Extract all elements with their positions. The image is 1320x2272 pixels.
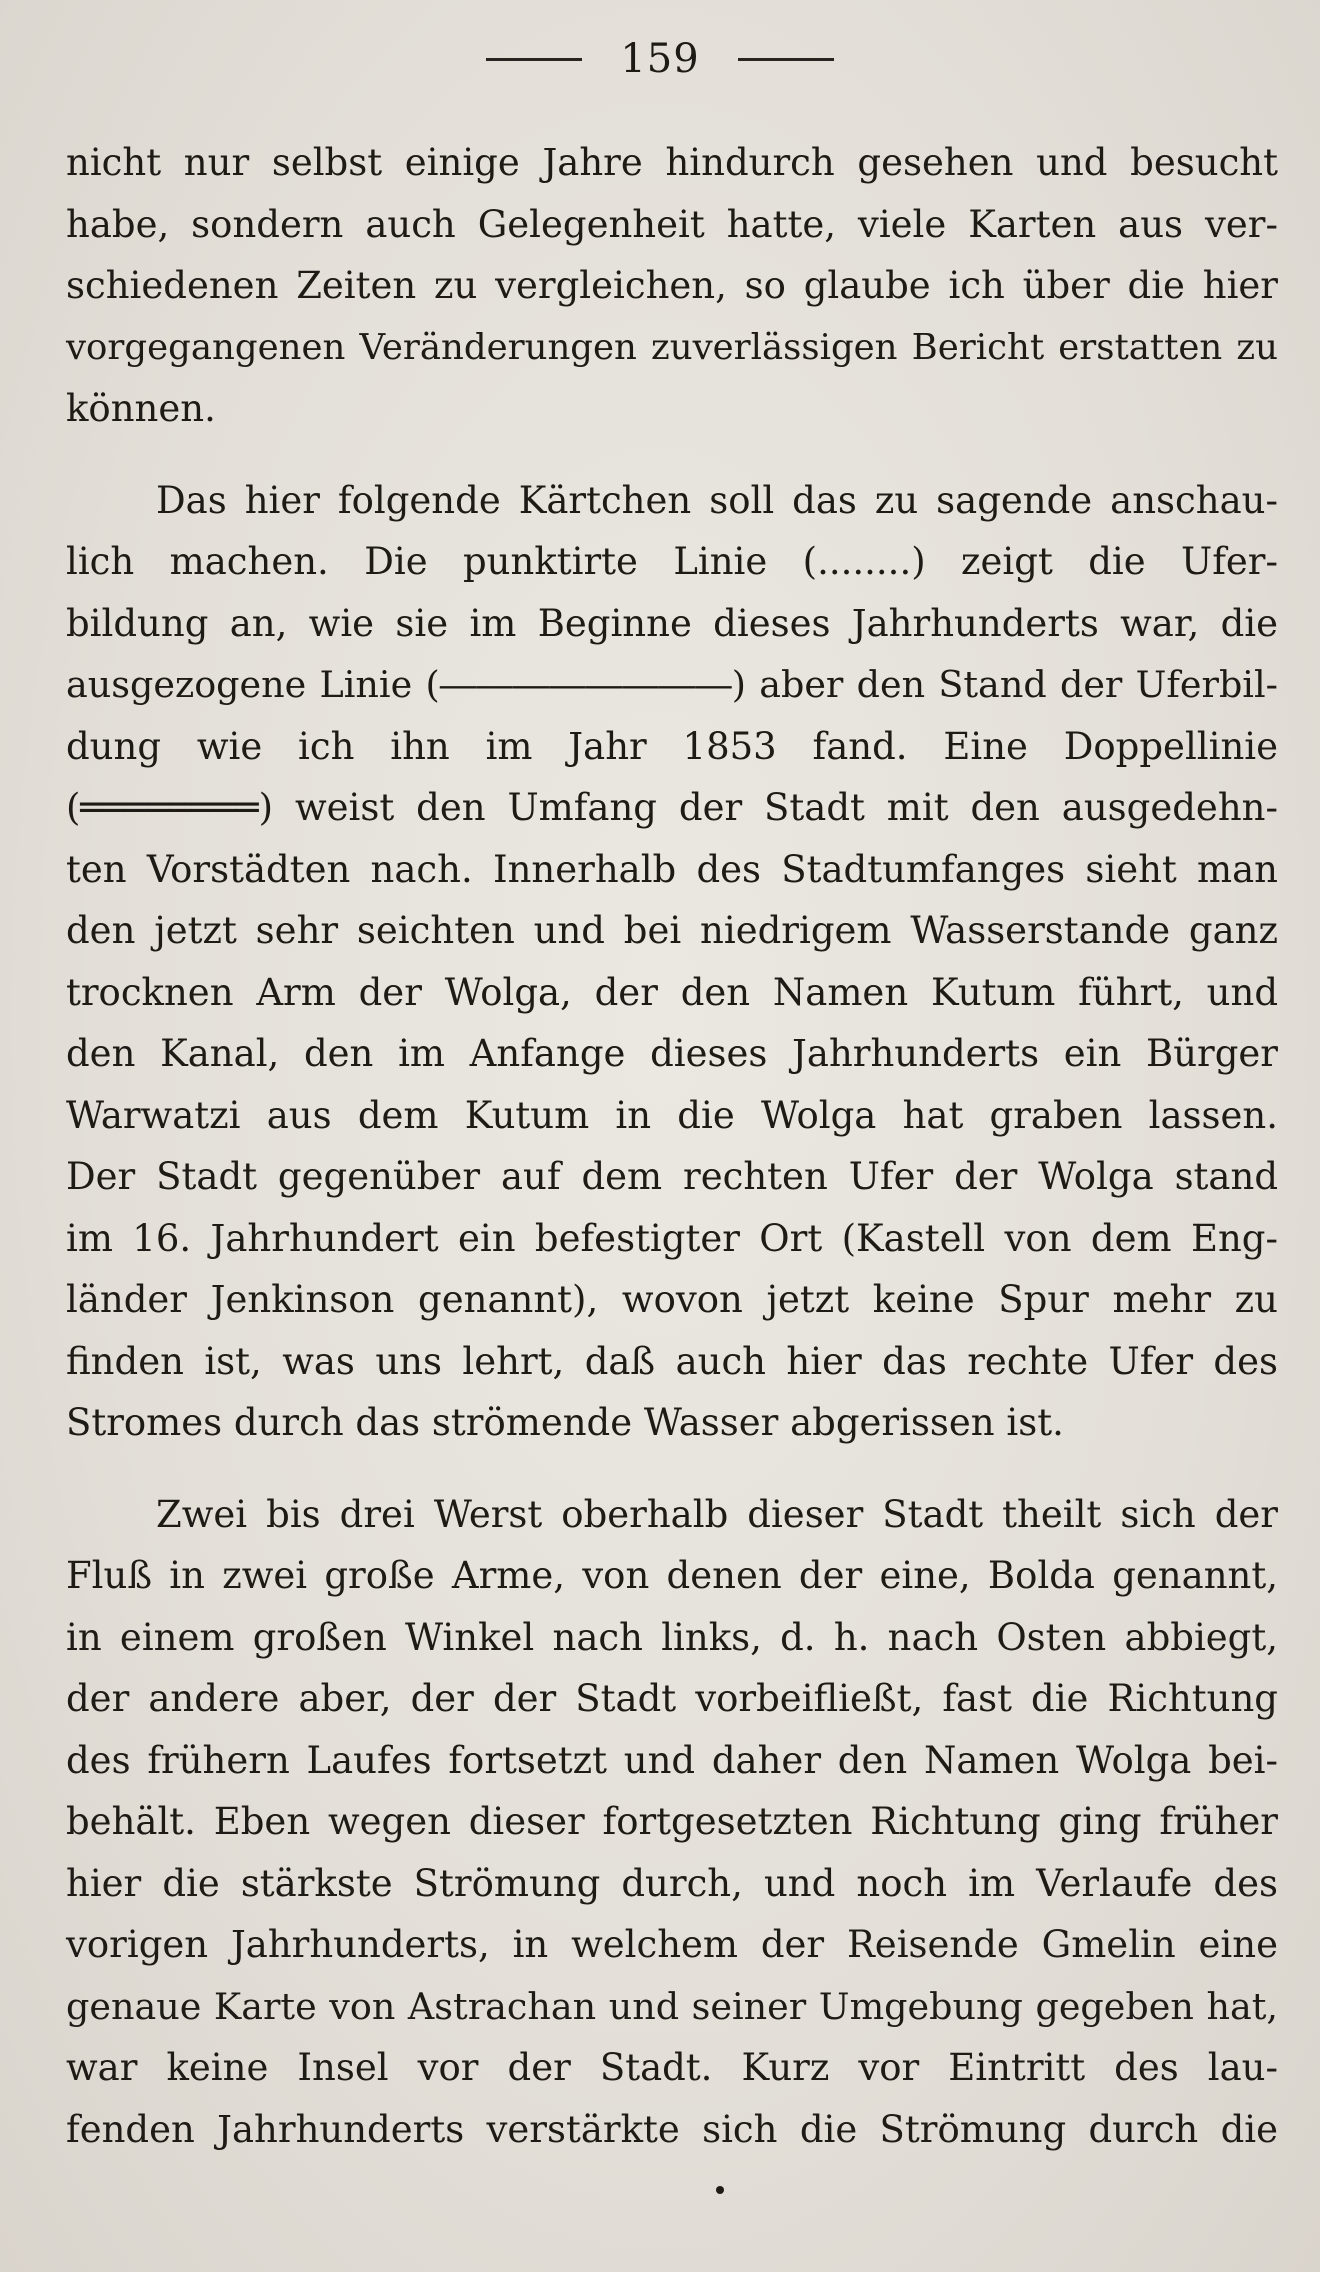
text-line: der andere aber, der der Stadt vorbeifließt, fast die Richtung xyxy=(66,1677,1278,1720)
text-line: Fluß in zwei große Arme, von denen der eine, Bolda genannt, xyxy=(66,1554,1278,1597)
text-line: trocknen Arm der Wolga, der den Namen Kutum führt, und xyxy=(66,970,1278,1014)
text-line: hier die stärkste Strömung durch, und noch im Verlaufe des xyxy=(66,1861,1278,1905)
paragraph-3 xyxy=(66,1484,1278,2161)
text-line: schiedenen Zeiten zu vergleichen, so glaube ich über die hier xyxy=(66,264,1278,307)
text-line: fenden Jahrhunderts verstärkte sich die Strömung durch die xyxy=(66,2107,1278,2151)
text-line: finden ist, was uns lehrt, daß auch hier das rechte Ufer des xyxy=(66,1339,1278,1383)
text-line: war keine Insel vor der Stadt. Kurz vor Eintritt des lau- xyxy=(66,2046,1278,2089)
text-line: bildung an, wie sie im Beginne dieses Jahrhunderts war, die xyxy=(66,601,1278,645)
paragraph-1 xyxy=(66,132,1278,440)
text-line: den jetzt sehr seichten und bei niedrigem Wasserstande ganz xyxy=(66,909,1278,952)
text-line: genaue Karte von Astrachan und seiner Umgebung gegeben hat, xyxy=(66,1984,1278,2028)
text-line: (════════) weist den Umfang der Stadt mit den ausgedehn- xyxy=(66,786,1278,829)
text-line: vorigen Jahrhunderts, in welchem der Reisende Gmelin eine xyxy=(66,1923,1278,1966)
text-line: können. xyxy=(66,387,216,430)
text-line: nicht nur selbst einige Jahre hindurch gesehen und besucht xyxy=(66,141,1278,184)
body-text xyxy=(66,132,1278,2190)
text-line: habe, sondern auch Gelegenheit hatte, viele Karten aus ver- xyxy=(66,202,1278,246)
paragraph-2 xyxy=(66,470,1278,1454)
text-line: länder Jenkinson genannt), wovon jetzt keine Spur mehr zu xyxy=(66,1278,1278,1321)
text-line: ausgezogene Linie (――――――――) aber den Stand der Uferbil- xyxy=(66,663,1278,706)
header-rule-right xyxy=(738,58,834,61)
text-line: ten Vorstädten nach. Innerhalb des Stadtumfanges sieht man xyxy=(66,847,1278,891)
text-line: in einem großen Winkel nach links, d. h. nach Osten abbiegt, xyxy=(66,1615,1278,1659)
text-line: lich machen. Die punktirte Linie (........) zeigt die Ufer- xyxy=(66,540,1278,583)
text-line: Der Stadt gegenüber auf dem rechten Ufer der Wolga stand xyxy=(66,1155,1278,1198)
text-line: behält. Eben wegen dieser fortgesetzten Richtung ging früher xyxy=(66,1800,1278,1843)
text-line: Warwatzi aus dem Kutum in die Wolga hat graben lassen. xyxy=(66,1093,1278,1137)
text-line: vorgegangenen Veränderungen zuverlässigen Bericht erstatten zu xyxy=(66,326,1278,368)
text-line: Zwei bis drei Werst oberhalb dieser Stadt theilt sich der xyxy=(156,1492,1278,1536)
text-line: des frühern Laufes fortsetzt und daher den Namen Wolga bei- xyxy=(66,1738,1278,1782)
catchword-dot xyxy=(716,2186,724,2194)
page-header xyxy=(0,26,1320,92)
text-line: dung wie ich ihn im Jahr 1853 fand. Eine Doppellinie xyxy=(66,724,1278,768)
text-line: Stromes durch das strömende Wasser abgerissen ist. xyxy=(66,1401,1064,1444)
header-rule-left xyxy=(486,58,582,61)
text-line: den Kanal, den im Anfange dieses Jahrhunderts ein Bürger xyxy=(66,1032,1278,1075)
text-line: im 16. Jahrhundert ein befestigter Ort (Kastell von dem Eng- xyxy=(66,1216,1278,1260)
page-number: 159 xyxy=(620,36,700,82)
text-line: Das hier folgende Kärtchen soll das zu sagende anschau- xyxy=(156,478,1278,522)
